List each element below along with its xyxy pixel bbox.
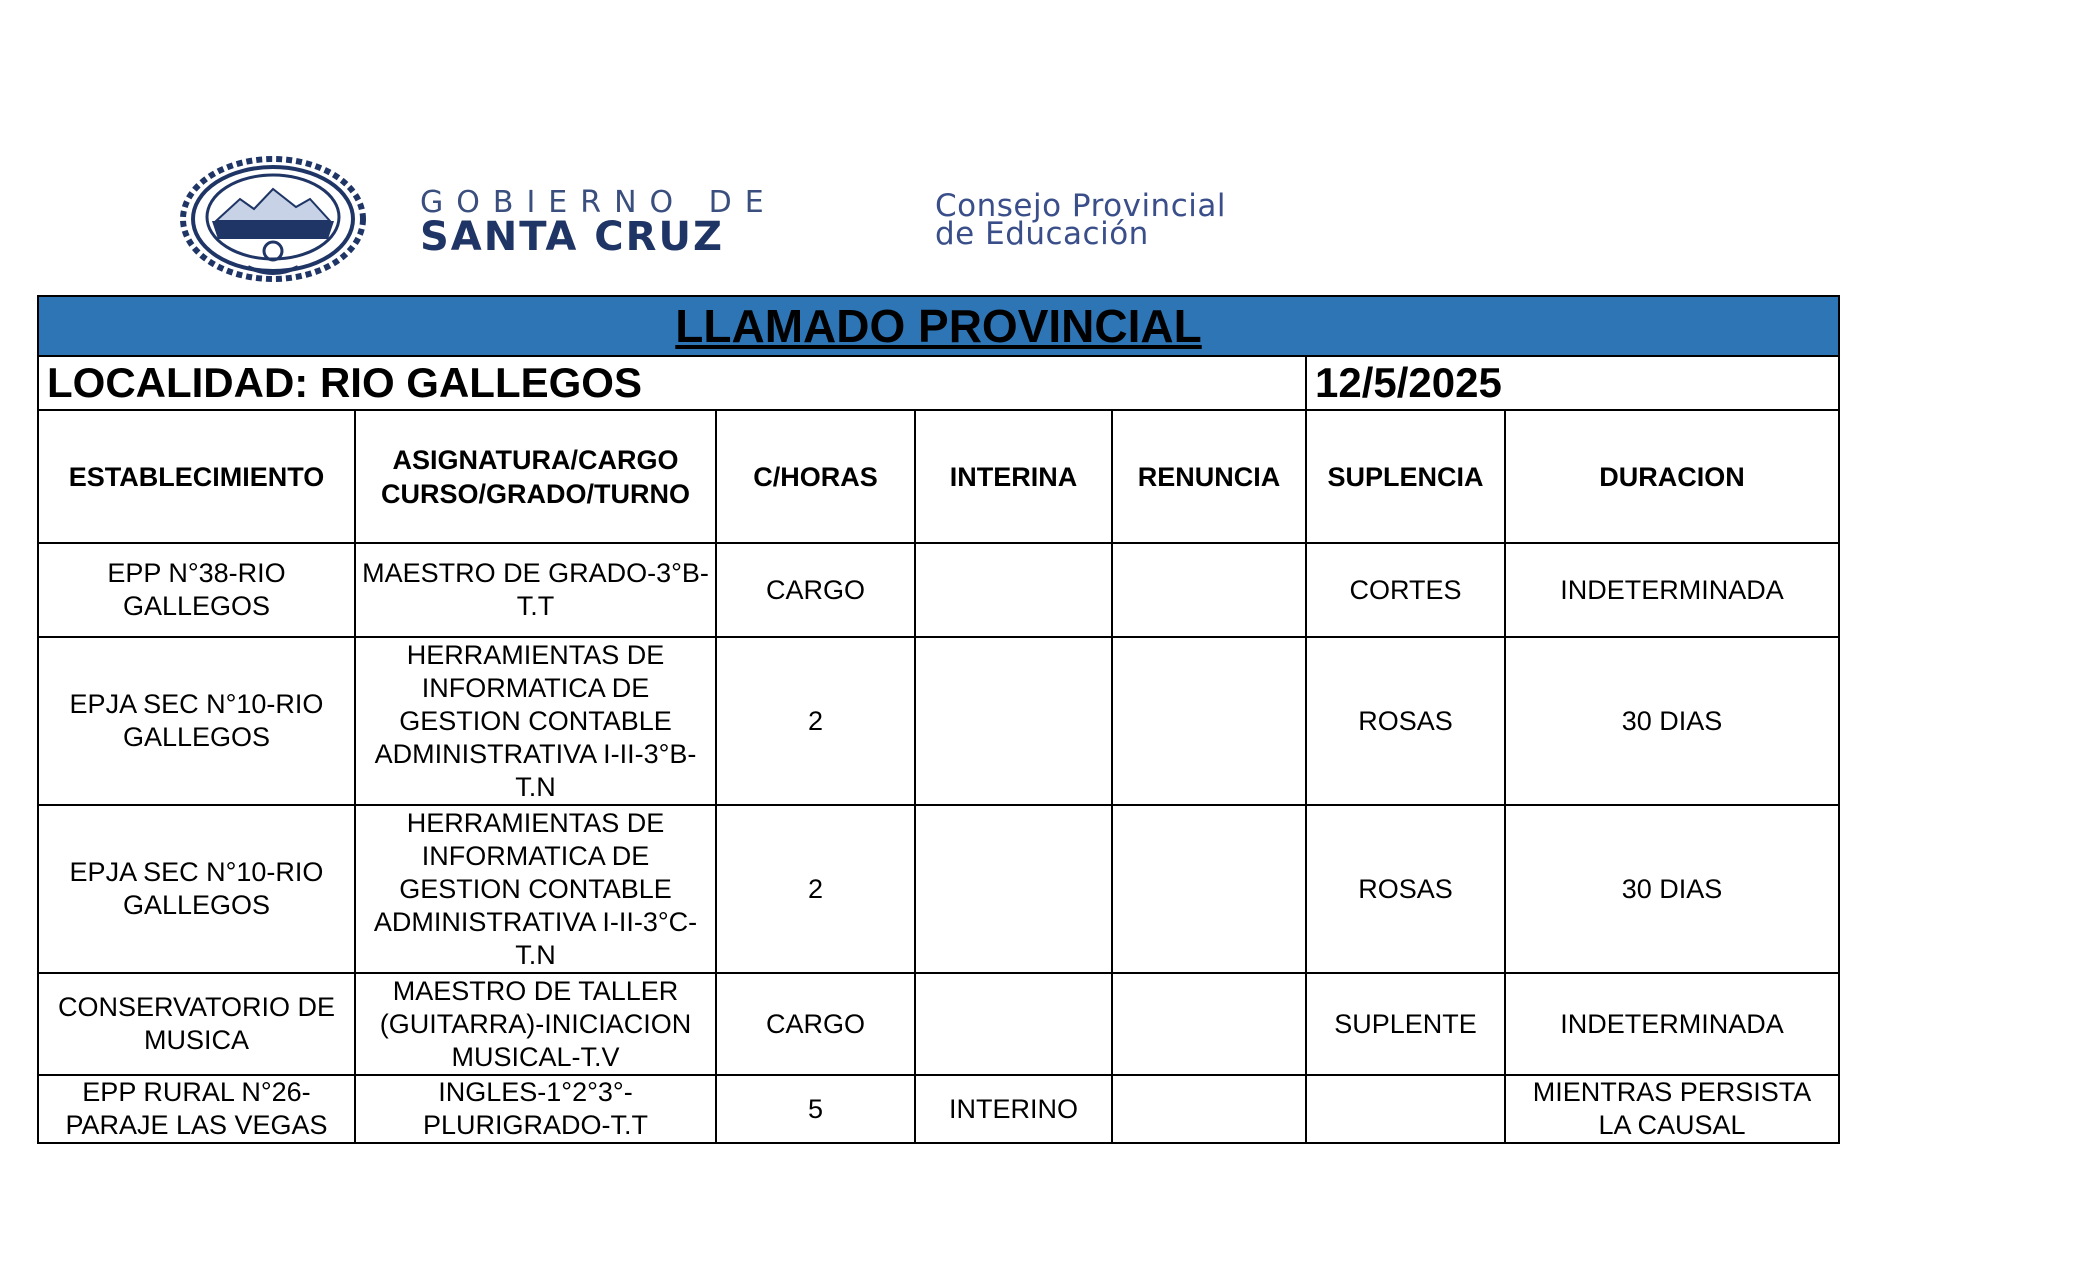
table-cell — [1112, 543, 1306, 637]
column-header: ASIGNATURA/CARGO CURSO/GRADO/TURNO — [355, 410, 716, 543]
table-cell — [1306, 1075, 1505, 1143]
government-logo-text — [420, 185, 777, 260]
column-header: DURACION — [1505, 410, 1839, 543]
column-header: ESTABLECIMIENTO — [38, 410, 355, 543]
table-row — [38, 973, 1839, 1075]
table-cell: EPJA SEC N°10-RIO GALLEGOS — [38, 637, 355, 805]
vacancies-table — [37, 295, 1840, 1144]
table-header-row — [38, 410, 1839, 543]
table-cell: CORTES — [1306, 543, 1505, 637]
table-row — [38, 637, 1839, 805]
table-cell: 30 DIAS — [1505, 637, 1839, 805]
table-cell — [915, 637, 1112, 805]
government-line2: SANTA CRUZ — [420, 214, 724, 260]
government-line1: GOBIERNO DE — [420, 185, 777, 220]
table-cell: EPJA SEC N°10-RIO GALLEGOS — [38, 805, 355, 973]
table-cell: 2 — [716, 805, 915, 973]
column-header: SUPLENCIA — [1306, 410, 1505, 543]
table-cell: CARGO — [716, 973, 915, 1075]
santa-cruz-seal-icon — [178, 155, 368, 283]
table-cell: SUPLENTE — [1306, 973, 1505, 1075]
table-cell — [1112, 637, 1306, 805]
table-cell: ROSAS — [1306, 805, 1505, 973]
column-header: RENUNCIA — [1112, 410, 1306, 543]
council-line2: de Educación — [935, 216, 1149, 252]
table-cell: HERRAMIENTAS DE INFORMATICA DE GESTION CONTABLE ADMINISTRATIVA I-II-3°C-T.N — [355, 805, 716, 973]
table-cell — [1112, 1075, 1306, 1143]
table-cell — [1112, 973, 1306, 1075]
table-cell: MIENTRAS PERSISTA LA CAUSAL — [1505, 1075, 1839, 1143]
document-header — [0, 0, 2100, 290]
table-cell — [915, 805, 1112, 973]
table-cell: CARGO — [716, 543, 915, 637]
table-cell — [1112, 805, 1306, 973]
document-date: 12/5/2025 — [1306, 356, 1839, 410]
table-cell: INDETERMINADA — [1505, 973, 1839, 1075]
council-line1: Consejo Provincial — [935, 188, 1226, 224]
locality: LOCALIDAD: RIO GALLEGOS — [38, 356, 1306, 410]
column-header: C/HORAS — [716, 410, 915, 543]
table-cell: EPP RURAL N°26-PARAJE LAS VEGAS — [38, 1075, 355, 1143]
table-cell: INTERINO — [915, 1075, 1112, 1143]
table-row — [38, 543, 1839, 637]
table-cell — [915, 973, 1112, 1075]
column-header: INTERINA — [915, 410, 1112, 543]
table-cell: INDETERMINADA — [1505, 543, 1839, 637]
council-logo-text — [935, 188, 1226, 252]
locality-row — [38, 356, 1839, 410]
table-cell — [915, 543, 1112, 637]
table-cell: ROSAS — [1306, 637, 1505, 805]
table-cell: 2 — [716, 637, 915, 805]
table-cell: 5 — [716, 1075, 915, 1143]
table-cell: HERRAMIENTAS DE INFORMATICA DE GESTION CONTABLE ADMINISTRATIVA I-II-3°B-T.N — [355, 637, 716, 805]
table-row — [38, 1075, 1839, 1143]
table-cell: CONSERVATORIO DE MUSICA — [38, 973, 355, 1075]
table-cell: 30 DIAS — [1505, 805, 1839, 973]
table-cell: MAESTRO DE TALLER (GUITARRA)-INICIACION MUSICAL-T.V — [355, 973, 716, 1075]
table-cell: EPP N°38-RIO GALLEGOS — [38, 543, 355, 637]
title-row — [38, 296, 1839, 356]
document-title: LLAMADO PROVINCIAL — [675, 300, 1202, 352]
table-cell: INGLES-1°2°3°-PLURIGRADO-T.T — [355, 1075, 716, 1143]
table-cell: MAESTRO DE GRADO-3°B-T.T — [355, 543, 716, 637]
table-row — [38, 805, 1839, 973]
